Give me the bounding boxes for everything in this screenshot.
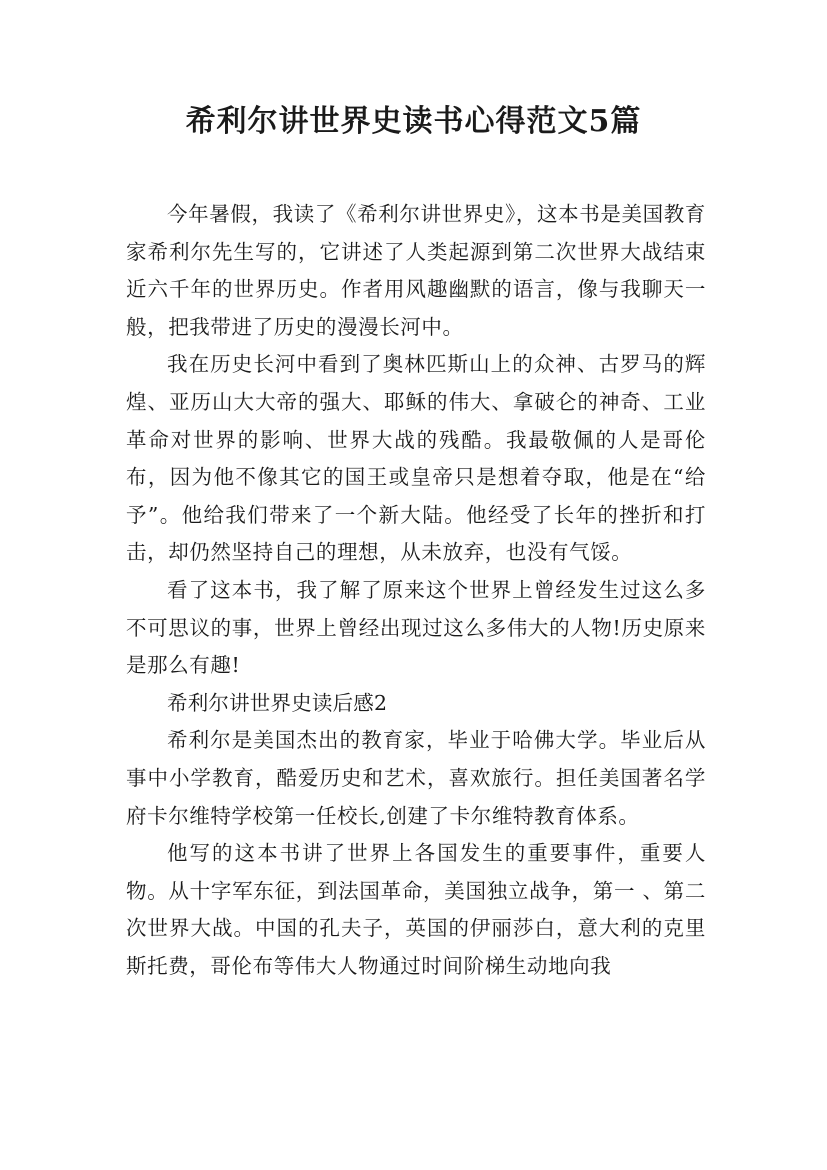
paragraph-4: 希利尔是美国杰出的教育家，毕业于哈佛大学。毕业后从事中小学教育，酷爱历史和艺术，喜欢旅行。担任美国著名学府卡尔维特学校第一任校长,创建了卡尔维特教育体系。 [126,728,706,828]
paragraph-1: 今年暑假，我读了《希利尔讲世界史》，这本书是美国教育家希利尔先生写的，它讲述了人类起源到第二次世界大战结束近六千年的世界历史。作者用风趣幽默的语言，像与我聊天一般，把我带进了历史的漫漫长河中。 [126,202,706,339]
document-body [126,196,706,985]
section-heading: 希利尔讲世界史读后感2 [167,690,388,715]
paragraph-3: 看了这本书，我了解了原来这个世界上曾经发生过这么多不可思议的事，世界上曾经出现过这么多伟大的人物!历史原来是那么有趣! [126,577,706,678]
paragraph-5: 他写的这本书讲了世界上各国发生的重要事件，重要人物。从十字军东征，到法国革命，美国独立战争，第一 、第二次世界大战。中国的孔夫子，英国的伊丽莎白，意大利的克里斯托费，哥伦布等伟大人物通过时间阶梯生动地向我 [126,841,706,978]
paragraph-2: 我在历史长河中看到了奥林匹斯山上的众神、古罗马的辉煌、亚历山大大帝的强大、耶稣的伟大、拿破仑的神奇、工业革命对世界的影响、世界大战的残酷。我最敬佩的人是哥伦布，因为他不像其它的国王或皇帝只是想着夺取，他是在“给予”。他给我们带来了一个新大陆。他经受了长年的挫折和打击，却仍然坚持自己的理想，从未放弃，也没有气馁。 [126,352,706,565]
document-title: 希利尔讲世界史读书心得范文5篇 [185,104,642,139]
